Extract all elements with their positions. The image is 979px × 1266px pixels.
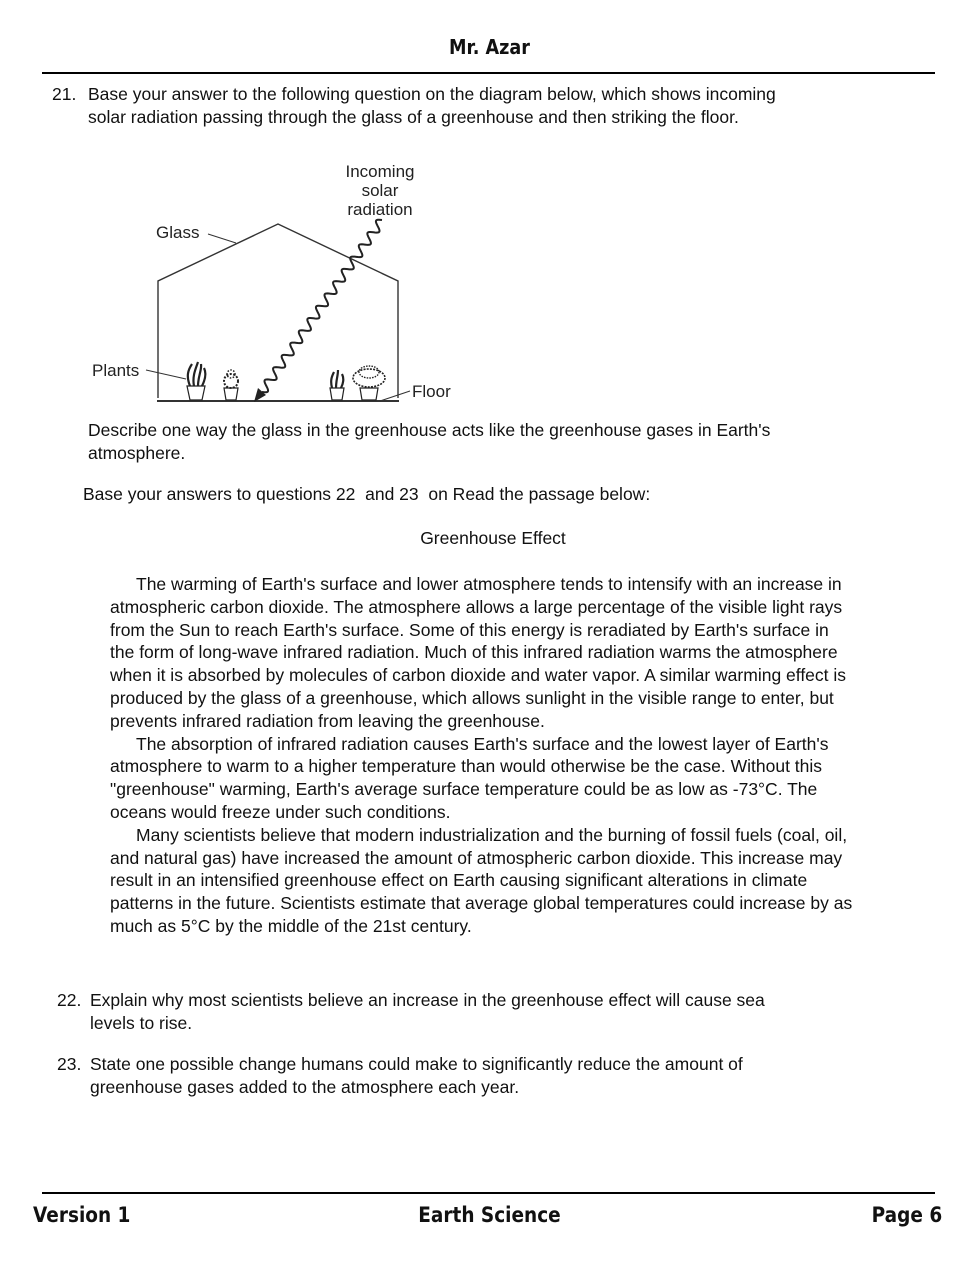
plant-pot-3 xyxy=(330,370,344,400)
greenhouse-diagram xyxy=(80,150,480,410)
question-22-number: 22. xyxy=(57,990,82,1010)
footer-divider xyxy=(42,1192,935,1194)
plant-pot-4 xyxy=(353,366,385,400)
floor-leader-line xyxy=(380,391,410,401)
question-21-intro-line2: solar radiation passing through the glass of a greenhouse and then striking the floor. xyxy=(88,107,739,127)
label-incoming-line3: radiation xyxy=(347,200,413,219)
solar-radiation-arrowhead xyxy=(254,388,266,402)
question-22-line2: levels to rise. xyxy=(90,1013,193,1033)
label-plants: Plants xyxy=(92,361,140,380)
passage-paragraph-1: The warming of Earth's surface and lower atmosphere tends to intensify with an increase in atmospheric carbon dioxide. The atmosphere allows a large percentage of the visible light rays from the Sun to reach Earth's surface. Some of this energy is reradiated by Earth's surface in the form of long-wave infrared radiation. Much of this infrared radiation warms the atmosphere when it is absorbed by molecules of carbon dioxide and water vapor. A similar warming effect is produced by the glass of a greenhouse, which allows sunlight in the visible range to enter, but prevents infrared radiation from leaving the greenhouse. xyxy=(110,574,847,731)
passage-paragraph-2: The absorption of infrared radiation causes Earth's surface and the lowest layer of Earth's atmosphere to warm to a higher temperature than would otherwise be the case. Without this "greenhouse" warming, Earth's average surface temperature could be as low as -73°C. The oceans would freeze under such conditions. xyxy=(110,733,829,822)
label-glass: Glass xyxy=(156,223,200,242)
question-21-number: 21. xyxy=(52,84,77,104)
footer-subject: Earth Science xyxy=(418,1203,561,1227)
question-23-line1: State one possible change humans could make to significantly reduce the amount of xyxy=(90,1054,743,1074)
passage-paragraph-3: Many scientists believe that modern industrialization and the burning of fossil fuels (coal, oil, and natural gas) have increased the amount of atmospheric carbon dioxide. This increase may result in an intensified greenhouse effect on Earth causing significant alterations in climate patterns in the future. Scientists estimate that average global temperatures could increase by as much as 5°C by the middle of the 21st century. xyxy=(110,824,853,936)
plants-leader-line xyxy=(146,370,186,379)
question-23-line2: greenhouse gases added to the atmosphere each year. xyxy=(90,1077,520,1097)
question-21-prompt-line1: Describe one way the glass in the greenhouse acts like the greenhouse gases in Earth's xyxy=(88,420,771,440)
passage-intro: Base your answers to questions 22 and 23 on Read the passage below: xyxy=(83,484,651,504)
header-divider xyxy=(42,72,935,74)
question-22-line1: Explain why most scientists believe an increase in the greenhouse effect will cause sea xyxy=(90,990,765,1010)
label-floor: Floor xyxy=(412,382,451,401)
page-header-title: Mr. Azar xyxy=(449,35,530,59)
question-23-number: 23. xyxy=(57,1054,82,1074)
passage-title: Greenhouse Effect xyxy=(420,528,566,548)
question-21-intro-line1: Base your answer to the following question on the diagram below, which shows incoming xyxy=(88,84,776,104)
label-incoming-line1: Incoming xyxy=(345,162,415,181)
footer-page-number: Page 6 xyxy=(871,1203,942,1227)
passage-body xyxy=(110,573,855,938)
footer-version: Version 1 xyxy=(33,1203,131,1227)
plant-pot-2 xyxy=(224,370,238,400)
plant-pot-1 xyxy=(187,362,205,400)
label-incoming-line2: solar xyxy=(361,181,399,200)
glass-leader-line xyxy=(208,234,236,243)
question-21-prompt-line2: atmosphere. xyxy=(88,443,186,463)
